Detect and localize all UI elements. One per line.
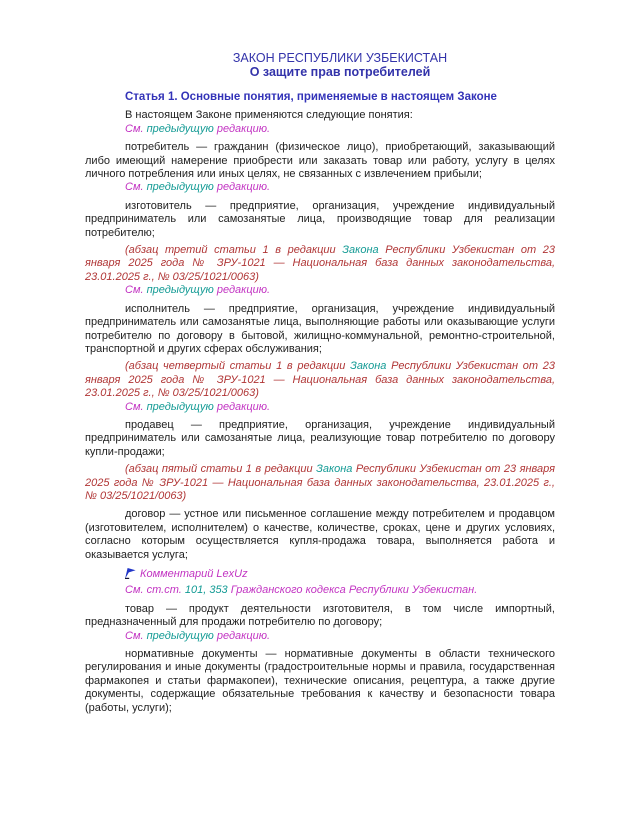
article-heading-text: Статья 1. Основные понятия, применяемые в настоящем Законе <box>125 91 497 103</box>
paragraph-goods <box>85 603 555 630</box>
lexuz-comment-label[interactable]: Комментарий LexUz <box>140 568 248 580</box>
amendment-note-paragraph-3 <box>85 244 555 284</box>
civil-code-link[interactable]: Гражданского кодекса Республики Узбекистан. <box>227 584 478 597</box>
paragraph-text: договор — устное или письменное соглашение между потребителем и продавцом (изготовителем, исполнителем) о качестве, количестве, сроках, цене и других условиях, согласно которым осуществляется купля-продажа товара, выполняется работа и оказывается услуга; <box>85 508 555 561</box>
see-previous-edition <box>125 284 555 297</box>
see-previous-edition <box>125 181 555 194</box>
see-prefix: См. <box>125 629 147 642</box>
see-prefix: См. ст.ст. <box>125 584 185 597</box>
paragraph-executor <box>85 303 555 357</box>
doc-title <box>85 51 555 65</box>
lexuz-comment <box>125 567 555 581</box>
law-link[interactable]: Закона <box>350 360 387 373</box>
amendment-note-paragraph-5 <box>85 463 555 503</box>
paragraph-consumer <box>85 141 555 181</box>
see-previous-edition <box>125 630 555 643</box>
previous-edition-link[interactable]: предыдущую <box>146 284 214 297</box>
paragraph-text: продавец — предприятие, организация, учреждение индивидуальный предприниматель или самозанятые лица, реализующие товар потребителю по договору купли-продажи; <box>85 418 555 458</box>
law-link[interactable]: Закона <box>316 463 353 476</box>
previous-edition-link[interactable]: редакцию. <box>213 400 271 413</box>
see-prefix: См. <box>125 122 147 135</box>
see-prefix: См. <box>125 400 147 413</box>
previous-edition-link[interactable]: редакцию. <box>213 284 271 297</box>
see-prefix: См. <box>125 284 147 297</box>
previous-edition-link[interactable]: редакцию. <box>213 181 271 194</box>
paragraph-text: нормативные документы — нормативные документы в области технического регулирования и иные документы (градостроительные нормы и правила, государственная фармакопея и статьи фармакопеи), технические описания, рецептура, а также другие документы, содержащие обязательные требования к качеству и безопасности товара (работы, услуги); <box>85 648 555 714</box>
law-link[interactable]: Закона <box>342 244 379 257</box>
article-numbers-link[interactable]: 101, 353 <box>184 584 228 597</box>
paragraph-text: исполнитель — предприятие, организация, учреждение индивидуальный предприниматель или самозанятые лица, выполняющие работы или оказывающие услуги потребителю по договору в бытовой, жилищно-коммунальной, ремонтно-строительной, транспортной и других сферах обслуживания; <box>85 302 555 355</box>
previous-edition-link[interactable]: предыдущую <box>146 122 214 135</box>
paragraph-manufacturer <box>85 200 555 240</box>
previous-edition-link[interactable]: предыдущую <box>146 181 214 194</box>
amendment-text: Республики Узбекистан от 23 января 2025 года № ЗРУ-1021 — Национальная база данных законодательства, 23.01.2025 г., № 03/25/1021/0063) <box>85 360 555 400</box>
doc-subtitle-text: О защите прав потребителей <box>249 65 431 79</box>
amendment-text: Республики Узбекистан от 23 января 2025 года № ЗРУ-1021 — Национальная база данных законодательства, 23.01.2025 г., № 03/25/1021/0063) <box>85 244 555 283</box>
see-previous-edition <box>125 401 555 414</box>
previous-edition-link[interactable]: предыдущую <box>146 400 214 413</box>
paragraph-text: В настоящем Законе применяются следующие понятия: <box>125 109 413 122</box>
previous-edition-link[interactable]: предыдущую <box>146 629 214 642</box>
amendment-text: (абзац третий статьи 1 в редакции <box>125 244 343 257</box>
doc-title-text: ЗАКОН РЕСПУБЛИКИ УЗБЕКИСТАН <box>232 51 448 65</box>
amendment-note-paragraph-4 <box>85 360 555 400</box>
article-1-heading <box>85 91 555 104</box>
previous-edition-link[interactable]: редакцию. <box>213 629 271 642</box>
see-previous-edition <box>125 123 555 136</box>
see-prefix: См. <box>125 181 147 194</box>
amendment-text: (абзац пятый статьи 1 в редакции <box>125 463 317 476</box>
lexuz-flag-icon <box>125 567 136 579</box>
previous-edition-link[interactable]: редакцию. <box>213 122 271 135</box>
paragraph-normative-documents <box>85 648 555 715</box>
amendment-text: Республики Узбекистан от 23 января 2025 года № ЗРУ-1021 — Национальная база данных законодательства, 23.01.2025 г., № 03/25/1021/0063) <box>85 463 555 502</box>
doc-subtitle <box>85 65 555 79</box>
paragraph-text: изготовитель — предприятие, организация, учреждение индивидуальный предприниматель или самозанятые лица, производящие товар для реализации потребителю; <box>85 199 555 239</box>
amendment-text: (абзац четвертый статьи 1 в редакции <box>125 360 351 373</box>
comment-reference <box>125 584 555 597</box>
paragraph-seller <box>85 419 555 459</box>
paragraph-intro <box>85 109 555 122</box>
paragraph-contract <box>85 508 555 562</box>
paragraph-text: товар — продукт деятельности изготовителя, в том числе импортный, предназначенный для продажи потребителю по договору; <box>85 602 555 629</box>
paragraph-text: потребитель — гражданин (физическое лицо), приобретающий, заказывающий либо имеющий намерение приобрести или заказать товар или работу, услугу в целях личного потребления или иных целях, не связанных с извлечением прибыли; <box>85 141 555 181</box>
